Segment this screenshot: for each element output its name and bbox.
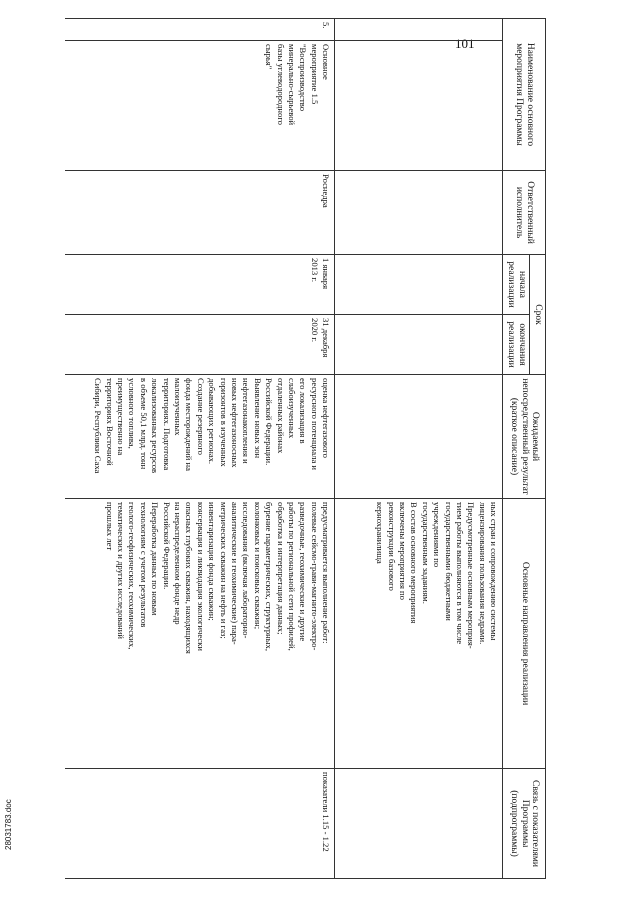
table-row-5	[65, 19, 335, 879]
expected-result: оценка нефтегазового ресурсного потенциала и его локализация в слабоизученных отдаленных районах Российской Федерации. Выявление новых зон нефтегазонакопления и новых нефтегазоносных горизонтов в изученных добывающих регионах. Создание резервного фонда месторождений на малоизученных территориях. Подготовка локализованных ресурсов в объеме 50,1 млрд. тонн условного топлива, преимущественно на территориях Восточной Сибири, Республики Саха	[65, 375, 335, 499]
header-row-1	[530, 19, 546, 879]
row-number: 5.	[65, 19, 335, 41]
header-start: начала реализации	[503, 255, 530, 315]
header-term: Срок	[530, 255, 546, 375]
start-date: 1 января 2013 г.	[65, 255, 335, 315]
indicator-link: показатели 1.15 - 1.22	[65, 769, 335, 879]
measure-name: Основное мероприятие 1.5 "Воспроизводство минерально-сырьевой базы углеводородного сырья"	[65, 41, 335, 171]
end-date: 31 декабря 2020 г.	[65, 315, 335, 375]
document-code: 28031783.doc	[4, 799, 13, 850]
header-end: окончания реализации	[503, 315, 530, 375]
cell-number	[335, 19, 503, 41]
table-row-continuation	[335, 19, 503, 879]
header-directions: Основные направления реализации	[503, 499, 546, 769]
cell-start	[335, 255, 503, 315]
implementation-directions: предусматривается выполнение работ: полевые сейсмо-грави-магнито-электро- разведочные, геохимические и другие работы по региональной сети профилей, обработка и интерпретация данных; бурение параметрических, структурных, колонковых и поисковых скважин; исследования (включая лабораторно- аналитические и геохимические) пара- метрических скважин на нефть и газ; инвентаризация фонда скважин; консервация и ликвидация экологически опасных глубоких скважин, находящихся на нераспределенном фонде недр Российской Федерации. Переработка данных по новым технологиям с учетом результатов геолого-геофизических, геохимических, тематических и других исследований прошлых лет	[65, 499, 335, 769]
cell-result	[335, 375, 503, 499]
cell-executor	[335, 171, 503, 255]
header-executor: Ответственный исполнитель	[503, 171, 546, 255]
cell-link	[335, 769, 503, 879]
program-measures-table	[65, 18, 546, 879]
cell-name	[335, 41, 503, 171]
header-link: Связь с показателями Программы (подпрограммы)	[503, 769, 546, 879]
header-name: Наименование основного мероприятия Программы	[503, 19, 546, 171]
page-number: 101	[455, 36, 475, 51]
header-result: Ожидаемый непосредственный результат (краткое описание)	[503, 375, 546, 499]
rotated-page	[30, 18, 610, 878]
executor: Роснедра	[65, 171, 335, 255]
cell-end	[335, 315, 503, 375]
cell-directions: ных стран и сопровождению системы лицензирования пользования недрами. Предусмотренные основным мероприя- тием работы выполняются в том числе государственными бюджетными учреждениями по государственным заданиям. В состав основного мероприятия включены мероприятия по реконструкции базового кернохранилища	[335, 499, 503, 769]
